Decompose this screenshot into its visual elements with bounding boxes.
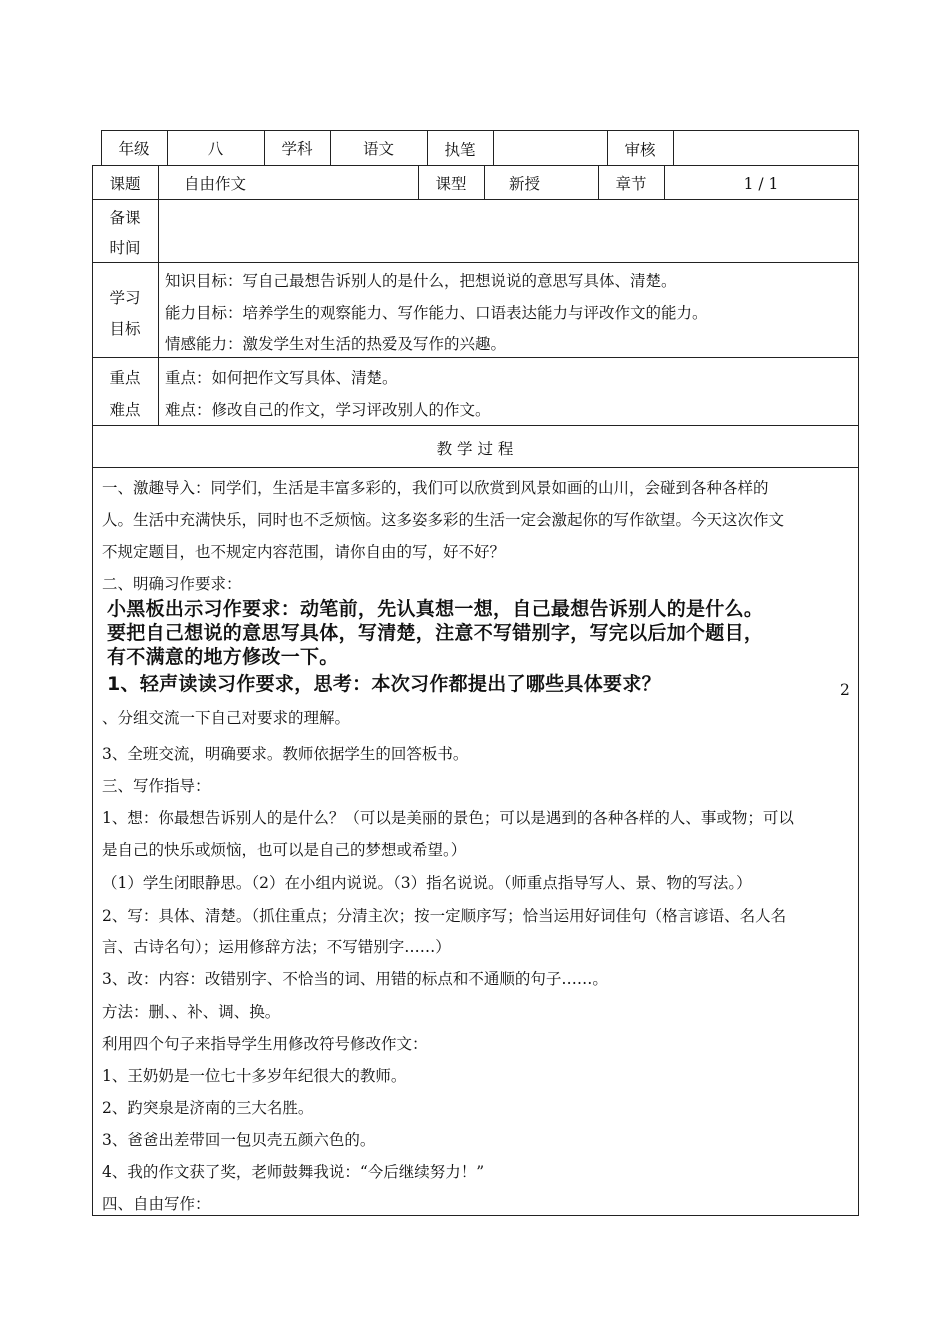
grade-label: 年级 <box>118 140 150 158</box>
step-3: 3、全班交流，明确要求。教师依据学生的回答板书。 <box>102 745 469 763</box>
subject-label: 学科 <box>281 140 313 158</box>
goals-label-1: 学习 <box>109 289 141 307</box>
difficult-point: 难点：修改自己的作文，学习评改别人的作文。 <box>165 401 491 419</box>
intro-line-2: 人。生活中充满快乐，同时也不乏烦恼。这多姿多彩的生活一定会激起你的写作欲望。今天这次作文 <box>102 511 785 529</box>
goal-ability: 能力目标：培养学生的观察能力、写作能力、口语表达能力与评改作文的能力。 <box>165 304 708 322</box>
write-line-2: 言、古诗名句）；运用修辞方法；不写错别字……） <box>102 938 451 956</box>
section4-title: 四、自由写作： <box>102 1195 211 1213</box>
process-title: 教 学 过 程 <box>436 440 514 458</box>
intro-line-3: 不规定题目，也不规定内容范围，请你自由的写，好不好？ <box>102 543 506 561</box>
writer-label: 执笔 <box>444 141 476 159</box>
goal-emotion: 情感能力：激发学生对生活的热爱及写作的兴趣。 <box>165 335 507 353</box>
topic-label: 课题 <box>109 175 141 193</box>
use-sentences-line: 利用四个句子来指导学生用修改符号修改作文： <box>102 1035 428 1053</box>
key-point: 重点：如何把作文写具体、清楚。 <box>165 369 398 387</box>
section3-title: 三、写作指导： <box>102 777 211 795</box>
blackboard-line-3: 有不满意的地方修改一下。 <box>107 646 339 668</box>
intro-line-1: 一、激趣导入：同学们，生活是丰富多彩的，我们可以欣赏到风景如画的山川，会碰到各种各样的 <box>102 479 769 497</box>
key-points-label-1: 重点 <box>109 369 141 387</box>
sentence-3: 3、爸爸出差带回一包贝壳五颜六色的。 <box>102 1131 376 1149</box>
prep-time-label-2: 时间 <box>109 239 141 257</box>
review-label: 审核 <box>624 141 656 159</box>
blackboard-line-4: 1、轻声读读习作要求，思考：本次习作都提出了哪些具体要求？ <box>107 673 661 695</box>
section2-title: 二、明确习作要求： <box>102 575 242 593</box>
write-line-1: 2、写：具体、清楚。（抓住重点；分清主次；按一定顺序写；恰当运用好词佳句（格言谚语、名人名 <box>102 907 787 925</box>
type-value: 新授 <box>509 175 541 193</box>
prep-time-label-1: 备课 <box>109 209 141 227</box>
chapter-label: 章节 <box>615 175 647 193</box>
think-steps: （1）学生闭眼静思。（2）在小组内说说。（3）指名说说。（师重点指导写人、景、物的写法。） <box>102 874 752 892</box>
type-label: 课型 <box>435 175 467 193</box>
think-line-1: 1、想：你最想告诉别人的是什么？（可以是美丽的景色；可以是遇到的各种各样的人、事或物；可以 <box>102 809 794 827</box>
method-line: 方法：删、、补、调、换。 <box>102 1003 281 1021</box>
goals-label-2: 目标 <box>109 320 141 338</box>
margin-number: 2 <box>840 681 850 699</box>
revise-line: 3、改：内容：改错别字、不恰当的词、用错的标点和不通顺的句子……。 <box>102 970 608 988</box>
think-line-2: 是自己的快乐或烦恼，也可以是自己的梦想或希望。） <box>102 841 467 859</box>
grade-value: 八 <box>207 140 224 158</box>
step-2: 、分组交流一下自己对要求的理解。 <box>102 709 351 727</box>
goal-knowledge: 知识目标：写自己最想告诉别人的是什么，把想说说的意思写具体、清楚。 <box>165 272 677 290</box>
subject-value: 语文 <box>362 140 394 158</box>
sentence-4: 4、我的作文获了奖，老师鼓舞我说：“今后继续努力！” <box>102 1163 485 1181</box>
chapter-value: 1 / 1 <box>743 175 779 193</box>
blackboard-line-1: 小黑板出示习作要求：动笔前，先认真想一想，自己最想告诉别人的是什么。 <box>107 598 764 620</box>
key-points-label-2: 难点 <box>109 401 141 419</box>
sentence-1: 1、王奶奶是一位七十多岁年纪很大的教师。 <box>102 1067 407 1085</box>
sentence-2: 2、趵突泉是济南的三大名胜。 <box>102 1099 314 1117</box>
blackboard-line-2: 要把自己想说的意思写具体，写清楚，注意不写错别字，写完以后加个题目， <box>107 622 764 644</box>
topic-value: 自由作文 <box>184 175 247 193</box>
